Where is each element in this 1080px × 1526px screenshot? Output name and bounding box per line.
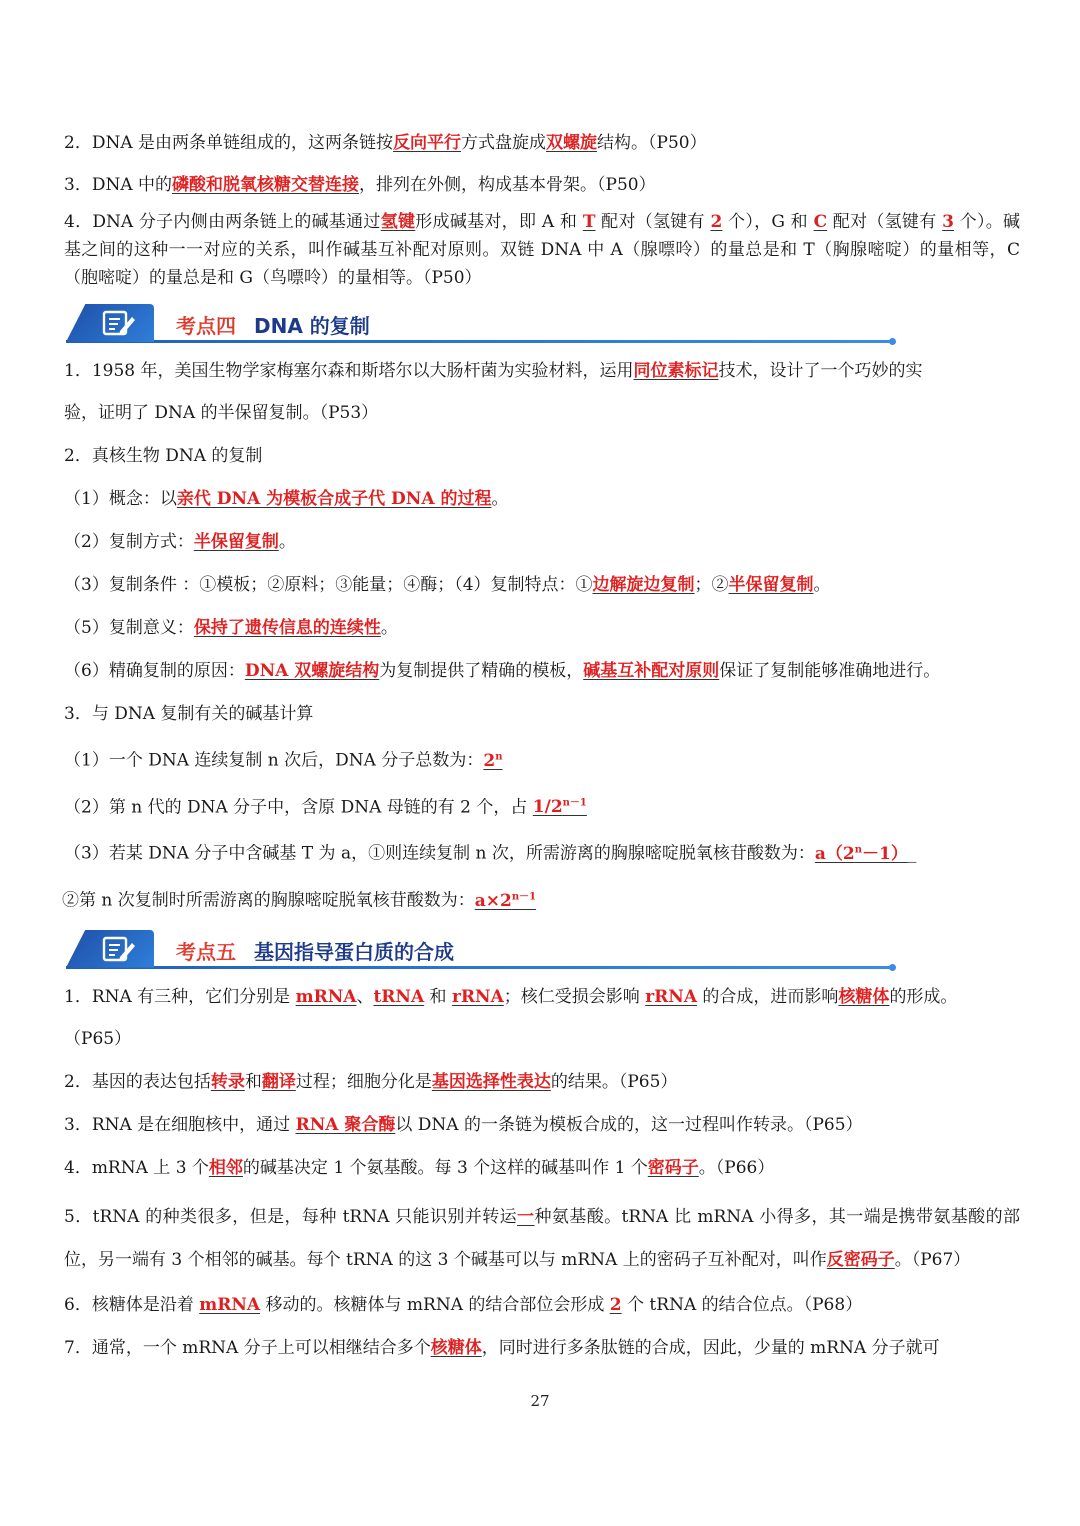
para-gene-expression: 2．基因的表达包括转录和翻译过程；细胞分化是基因选择性表达的结果。（P65） xyxy=(64,1071,678,1092)
keyword: 氢键 xyxy=(380,212,416,232)
keyword: DNA 双螺旋结构 xyxy=(244,661,380,681)
item-calc-2: （2）第 n 代的 DNA 分子中，含原 DNA 母链的有 2 个，占 $1/2^{n-1}$ xyxy=(64,797,587,818)
page-number: 27 xyxy=(530,1392,550,1410)
keyword: $1/2^{n-1}$ xyxy=(532,797,587,818)
section-title: DNA 的复制 xyxy=(254,314,370,338)
item-conditions: （3）复制条件 ：①模板；②原料；③能量；④酶；（4）复制特点：①边解旋边复制；②半保留复制。 xyxy=(64,575,831,595)
heading-tab xyxy=(66,930,154,968)
item-accuracy: （6）精确复制的原因：DNA 双螺旋结构为复制提供了精确的模板，碱基互补配对原则保证了复制能够准确地进行。 xyxy=(64,661,941,681)
para-dna-strands: 2．DNA 是由两条单链组成的，这两条链按反向平行方式盘旋成双螺旋结构。（P50） xyxy=(64,133,707,153)
keyword: $a(2^n-1)$ xyxy=(814,843,908,864)
keyword: 双螺旋 xyxy=(546,133,598,153)
keyword: 保持了遗传信息的连续性 xyxy=(193,618,381,638)
keyword: 碱基互补配对原则 xyxy=(583,661,720,681)
para-codon: 4．mRNA 上 3 个相邻的碱基决定 1 个氨基酸。每 3 个这样的碱基叫作 1 个密码子。（P66） xyxy=(64,1157,775,1178)
keyword: 3 xyxy=(942,212,954,232)
item-mode: （2）复制方式：半保留复制。 xyxy=(64,532,296,552)
keyword: 亲代 DNA 为模板合成子代 DNA 的过程 xyxy=(176,489,492,509)
para-transcription: 3．RNA 是在细胞核中，通过 RNA 聚合酶以 DNA 的一条链为模板合成的，这一过程叫作转录。（P65） xyxy=(64,1114,863,1135)
para-ribosome-move: 6．核糖体是沿着 mRNA 移动的。核糖体与 mRNA 的结合部位会形成 2 个 tRNA 的结合位点。（P68） xyxy=(64,1294,863,1315)
para-replication-heading: 2．真核生物 DNA 的复制 xyxy=(64,446,263,466)
section-number: 考点五 xyxy=(176,939,236,964)
para-rna-types: 1．RNA 有三种，它们分别是 mRNA、tRNA 和 rRNA；核仁受损会影响 rRNA 的合成，进而影响核糖体的形成。 xyxy=(64,986,958,1007)
keyword: mRNA xyxy=(295,986,357,1007)
keyword: 2 xyxy=(609,1294,622,1315)
para-rna-types-cont: （P65） xyxy=(64,1028,132,1049)
item-significance: （5）复制意义：保持了遗传信息的连续性。 xyxy=(64,618,398,638)
keyword: 同位素标记 xyxy=(633,361,719,381)
keyword: 翻译 xyxy=(261,1071,296,1092)
keyword: 半保留复制 xyxy=(728,575,814,595)
heading-underline xyxy=(66,966,892,969)
item-calc-1: （1）一个 DNA 连续复制 n 次后，DNA 分子总数为：2$^n$ xyxy=(64,750,503,771)
keyword: $a\times 2^{n-1}$ xyxy=(474,890,537,911)
section-heading-4 xyxy=(64,304,1020,348)
section-title: 基因指导蛋白质的合成 xyxy=(254,939,454,964)
page-content xyxy=(64,126,1020,1361)
para-meselson-cont: 验，证明了 DNA 的半保留复制。（P53） xyxy=(64,403,379,423)
para-calc-heading: 3．与 DNA 复制有关的碱基计算 xyxy=(64,704,314,724)
keyword: 密码子 xyxy=(647,1157,699,1178)
keyword: 转录 xyxy=(210,1071,245,1092)
keyword: rRNA xyxy=(645,986,698,1007)
para-polysome: 7．通常，一个 mRNA 分子上可以相继结合多个核糖体，同时进行多条肽链的合成，因此，少量的 mRNA 分子就可 xyxy=(64,1337,940,1358)
keyword: 核糖体 xyxy=(838,986,890,1007)
keyword: C xyxy=(813,212,828,232)
keyword: 边解旋边复制 xyxy=(592,575,695,595)
heading-dot xyxy=(889,338,896,345)
keyword: 2 xyxy=(710,212,723,232)
para-trna: 5．tRNA 的种类很多，但是，每种 tRNA 只能识别并转运一种氨基酸。tRNA 比 mRNA 小得多，其一端是携带氨基酸的部位，另一端有 3 个相邻的碱基。每个 tRNA 的这 3 个碱基可以与 mRNA 上的密码子互补配对，叫作反密码子。（P67） xyxy=(64,1206,1021,1270)
section-heading-5 xyxy=(64,930,1020,974)
keyword: 反向平行 xyxy=(393,133,462,153)
para-meselson: 1．1958 年，美国生物学家梅塞尔森和斯塔尔以大肠杆菌为实验材料，运用同位素标记技术，设计了一个巧妙的实 xyxy=(64,361,923,381)
para-base-pairing: 4．DNA 分子内侧由两条链上的碱基通过氢键形成碱基对，即 A 和 T 配对（氢键有 2 个），G 和 C 配对（氢键有 3 个）。碱基之间的这种一一对应的关系，叫作碱基互补配对原则。双链 DNA 中 A（腺嘌呤）的量总是和 T（胸腺嘧啶）的量相等，C（胞嘧啶）的量总是和 G（鸟嘌呤）的量相等。（P50） xyxy=(64,212,1021,288)
keyword: mRNA xyxy=(199,1294,261,1315)
heading-tab xyxy=(66,304,154,342)
keyword: T xyxy=(582,212,596,232)
keyword: 相邻 xyxy=(208,1157,243,1178)
heading-dot xyxy=(889,964,896,971)
item-concept: （1）概念：以亲代 DNA 为模板合成子代 DNA 的过程。 xyxy=(64,489,509,509)
keyword: tRNA xyxy=(373,986,425,1007)
keyword: 一 xyxy=(517,1206,535,1227)
item-calc-3: （3）若某 DNA 分子中含碱基 T 为 a，①则连续复制 n 次，所需游离的胸腺嘧啶脱氧核苷酸数为：$a(2^n-1)\_$ xyxy=(64,843,917,864)
para-dna-backbone: 3．DNA 中的磷酸和脱氧核糖交替连接，排列在外侧，构成基本骨架。（P50） xyxy=(64,175,656,195)
keyword: 反密码子 xyxy=(826,1249,895,1270)
keyword: 基因选择性表达 xyxy=(431,1071,551,1092)
keyword: 2$^n$ xyxy=(483,750,503,771)
item-calc-4: ②第 n 次复制时所需游离的胸腺嘧啶脱氧核苷酸数为：$a\times 2^{n-1}$ xyxy=(62,890,537,911)
keyword: 磷酸和脱氧核糖交替连接 xyxy=(172,175,360,195)
keyword: 半保留复制 xyxy=(193,532,279,552)
heading-underline xyxy=(66,340,892,343)
notepad-pencil-icon xyxy=(102,309,136,337)
keyword: 核糖体 xyxy=(430,1337,482,1358)
notepad-pencil-icon xyxy=(102,935,136,963)
keyword: rRNA xyxy=(451,986,504,1007)
keyword: RNA 聚合酶 xyxy=(295,1114,396,1135)
section-number: 考点四 xyxy=(176,314,236,338)
